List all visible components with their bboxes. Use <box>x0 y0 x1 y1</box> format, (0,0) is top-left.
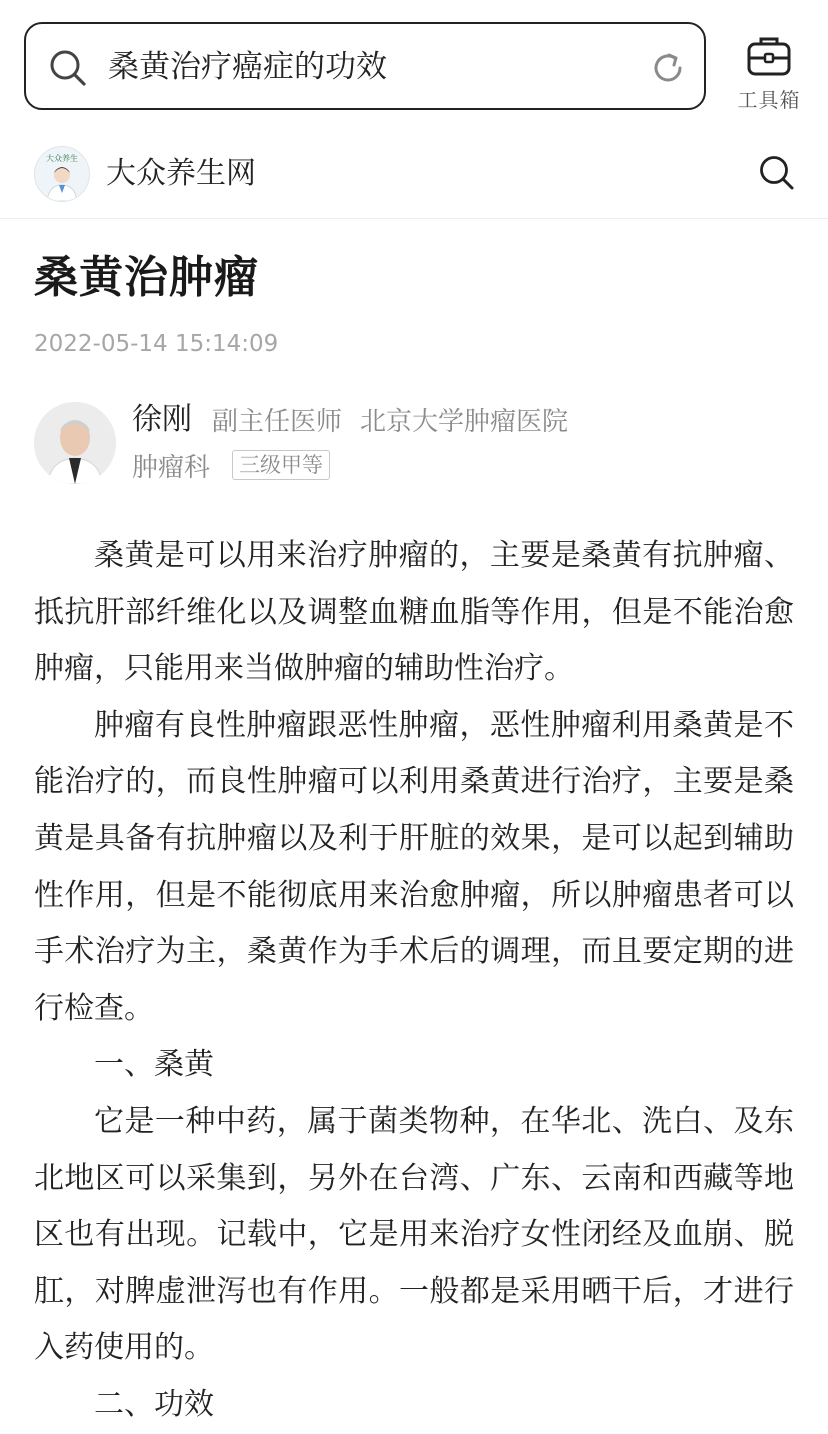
paragraph: 肿瘤有良性肿瘤跟恶性肿瘤，恶性肿瘤利用桑黄是不能治疗的，而良性肿瘤可以利用桑黄进行治疗，主要是桑黄是具备有抗肿瘤以及利于肝脏的效果，是可以起到辅助性作用，但是不能彻底用来治愈肿瘤，所以肿瘤患者可以手术治疗为主，桑黄作为手术后的调理，而且要定期的进行检查。 <box>34 707 794 1026</box>
author-photo <box>34 402 116 484</box>
paragraph: 它是一种中药，属于菌类物种，在华北、洗白、及东北地区可以采集到，另外在台湾、广东、云南和西藏等地区也有出现。记载中，它是用来治疗女性闭经及血崩、脱肛，对脾虚泄泻也有作用。一般都是采用晒干后，才进行入药使用的。 <box>34 1103 794 1366</box>
site-name[interactable]: 大众养生网 <box>106 156 256 191</box>
site-search-icon[interactable] <box>758 154 796 192</box>
author-avatar[interactable] <box>34 402 116 484</box>
article-date: 2022-05-14 15:14:09 <box>34 331 279 357</box>
article-body <box>34 528 794 1434</box>
site-logo[interactable] <box>34 146 90 202</box>
author-name[interactable]: 徐刚 <box>132 402 192 437</box>
site-logo-image <box>35 147 89 201</box>
toolbox-button[interactable] <box>730 34 808 113</box>
hospital-level-badge: 三级甲等 <box>232 450 330 480</box>
author-hospital: 北京大学肿瘤医院 <box>360 407 569 437</box>
logo-text: 大众养生 <box>46 154 78 163</box>
paragraph: 桑黄是可以用来治疗肿瘤的，主要是桑黄有抗肿瘤、抵抗肝部纤维化以及调整血糖血脂等作用，但是不能治愈肿瘤，只能用来当做肿瘤的辅助性治疗。 <box>34 538 794 687</box>
article-title: 桑黄治肿瘤 <box>34 252 259 303</box>
toolbox-icon <box>746 34 792 78</box>
toolbox-label: 工具箱 <box>737 88 801 112</box>
author-credentials <box>212 404 586 440</box>
author-title: 副主任医师 <box>212 407 343 437</box>
section-heading: 二、功效 <box>94 1386 214 1422</box>
refresh-icon[interactable] <box>650 50 686 86</box>
section-heading: 一、桑黄 <box>94 1047 214 1083</box>
search-query[interactable]: 桑黄治疗癌症的功效 <box>108 49 387 85</box>
site-header <box>0 128 828 219</box>
search-bar[interactable] <box>24 22 706 110</box>
author-department: 肿瘤科 <box>132 453 211 483</box>
search-icon <box>48 48 88 88</box>
